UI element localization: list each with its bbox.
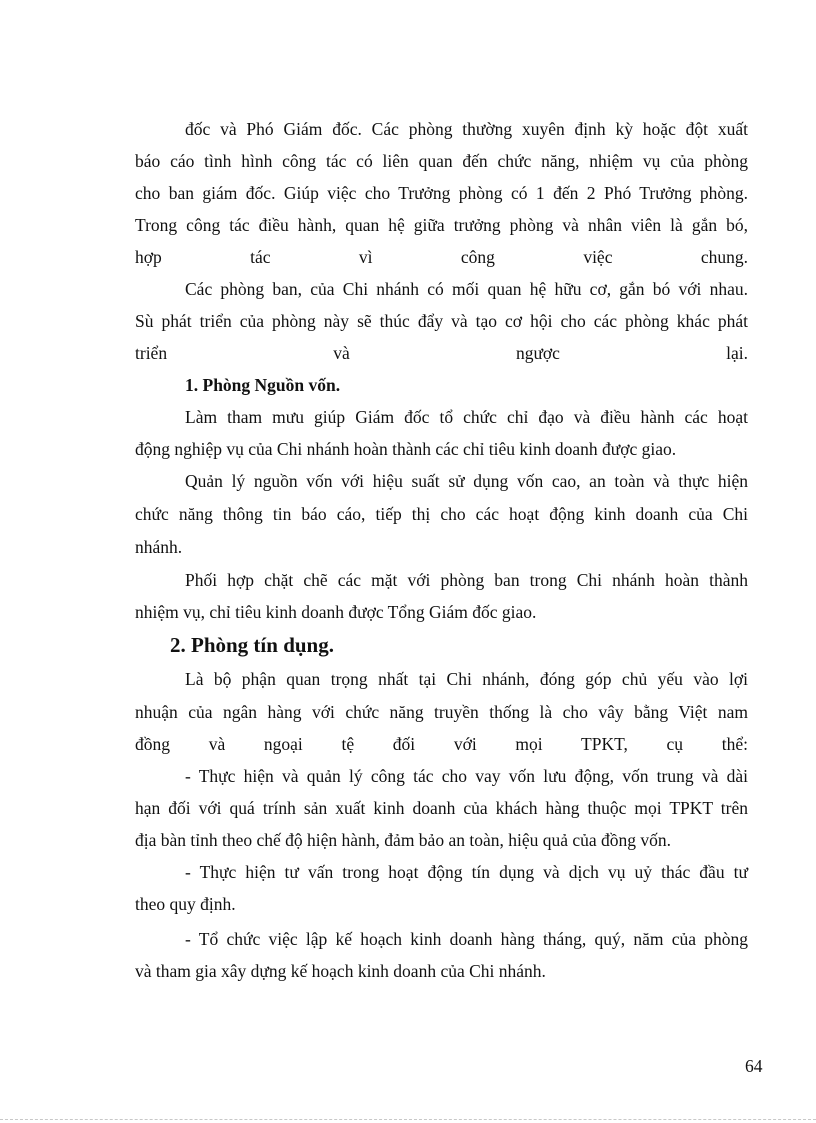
paragraph-line: Làm tham mưu giúp Giám đốc tổ chức chỉ đạo và điều hành các hoạt (185, 407, 748, 427)
page-number: 64 (745, 1056, 763, 1076)
paragraph-line: Sù phát triển của phòng này sẽ thúc đẩy và tạo cơ hội cho các phòng khác phát (135, 311, 748, 331)
paragraph-line: - Thực hiện và quản lý công tác cho vay vốn lưu động, vốn trung và dài (185, 766, 748, 786)
paragraph-line: địa bàn tỉnh theo chế độ hiện hành, đảm bảo an toàn, hiệu quả của đồng vốn. (135, 830, 672, 850)
paragraph-line: chức năng thông tin báo cáo, tiếp thị cho các hoạt động kinh doanh của Chi (135, 504, 748, 524)
paragraph-line: nhánh. (135, 537, 183, 557)
paragraph-line: đốc và Phó Giám đốc. Các phòng thường xuyên định kỳ hoặc đột xuất (185, 119, 748, 139)
paragraph-line: - Tổ chức việc lập kế hoạch kinh doanh hàng tháng, quý, năm của phòng (185, 929, 748, 949)
section-heading: 1. Phòng Nguồn vốn. (185, 375, 341, 395)
paragraph-line: triển và ngược lại. (135, 343, 748, 363)
paragraph-line: nhiệm vụ, chỉ tiêu kinh doanh được Tổng Giám đốc giao. (135, 602, 537, 622)
paragraph-line: Trong công tác điều hành, quan hệ giữa trưởng phòng và nhân viên là gắn bó, (135, 215, 748, 235)
paragraph-line: Là bộ phận quan trọng nhất tại Chi nhánh, đóng góp chủ yếu vào lợi (185, 669, 748, 689)
paragraph-line: động nghiệp vụ của Chi nhánh hoàn thành các chỉ tiêu kinh doanh được giao. (135, 439, 677, 459)
paragraph-line: cho ban giám đốc. Giúp việc cho Trưởng phòng có 1 đến 2 Phó Trưởng phòng. (135, 183, 748, 203)
paragraph-line: đồng và ngoại tệ đối với mọi TPKT, cụ thể: (135, 734, 748, 754)
section-heading: 2. Phòng tín dụng. (170, 633, 334, 657)
paragraph-line: Quản lý nguồn vốn với hiệu suất sử dụng vốn cao, an toàn và thực hiện (185, 471, 748, 491)
paragraph-line: và tham gia xây dựng kế hoạch kinh doanh của Chi nhánh. (135, 961, 546, 981)
paragraph-line: theo quy định. (135, 894, 236, 914)
paragraph-line: hợp tác vì công việc chung. (135, 247, 748, 267)
paragraph-line: báo cáo tình hình công tác có liên quan đến chức năng, nhiệm vụ của phòng (135, 151, 748, 171)
paragraph-line: nhuận của ngân hàng với chức năng truyền thống là cho vây bằng Việt nam (135, 702, 748, 722)
paragraph-line: - Thực hiện tư vấn trong hoạt động tín dụng và dịch vụ uỷ thác đầu tư (185, 862, 748, 882)
page-bottom-divider (0, 1119, 816, 1121)
paragraph-line: Phối hợp chặt chẽ các mặt với phòng ban trong Chi nhánh hoàn thành (185, 570, 748, 590)
paragraph-line: Các phòng ban, của Chi nhánh có mối quan hệ hữu cơ, gắn bó với nhau. (185, 279, 748, 299)
paragraph-line: hạn đối với quá trính sản xuất kinh doanh của khách hàng thuộc mọi TPKT trên (135, 798, 748, 818)
